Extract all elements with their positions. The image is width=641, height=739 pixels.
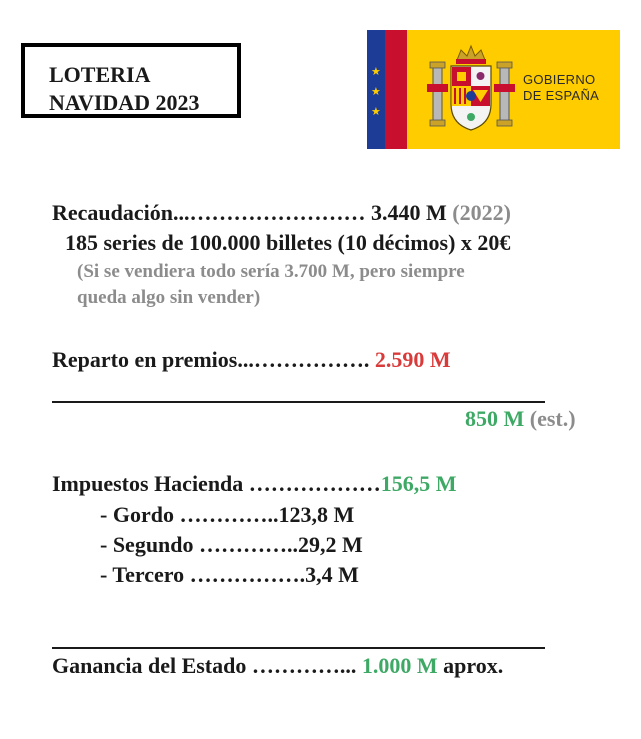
impuestos-value: 156,5 M [380,471,457,496]
impuestos-label: Impuestos Hacienda ……………… [52,471,381,496]
ganancia-suffix: aprox. [443,653,504,678]
diferencia-suffix: (est.) [529,406,576,431]
recaudacion-note-2: queda algo sin vender) [77,287,261,308]
divider-line [52,647,545,649]
star-icon: ★ [371,105,381,118]
diferencia-line [465,405,576,433]
recaudacion-year: (2022) [452,200,511,225]
reparto-value: 2.590 M [374,347,451,372]
gobierno-text [523,72,599,104]
ganancia-line [52,652,503,680]
recaudacion-value: 3.440 M [371,200,447,225]
diferencia-value: 850 M [465,406,525,431]
star-icon: ★ [371,85,381,98]
gov-line-1: GOBIERNO [523,72,596,87]
reparto-label: Reparto en premios...……………. [52,347,370,372]
reparto-line [52,346,451,374]
impuestos-item-tercero: - Tercero …………….3,4 M [100,562,359,587]
eu-blue-band [367,30,385,149]
title-line-1: LOTERIA [49,62,151,87]
title-box [21,43,241,118]
title-line-2: NAVIDAD 2023 [49,90,200,115]
spain-red-band [385,30,407,149]
divider-line [52,401,545,403]
impuestos-item-gordo: - Gordo …………..123,8 M [100,502,355,527]
star-icon: ★ [371,65,381,78]
ganancia-label: Ganancia del Estado …………... [52,653,357,678]
impuestos-line [52,470,457,498]
recaudacion-label: Recaudación...…………………… [52,200,366,225]
coat-of-arms-icon [427,44,515,136]
recaudacion-line [52,199,511,227]
gobierno-espana-logo [367,30,620,149]
recaudacion-note-1: (Si se vendiera todo sería 3.700 M, pero siempre [77,261,465,282]
ganancia-value: 1.000 M [361,653,438,678]
recaudacion-detail: 185 series de 100.000 billetes (10 décimos) x 20€ [65,230,511,255]
impuestos-item-segundo: - Segundo …………..29,2 M [100,532,363,557]
gov-line-2: DE ESPAÑA [523,88,600,103]
